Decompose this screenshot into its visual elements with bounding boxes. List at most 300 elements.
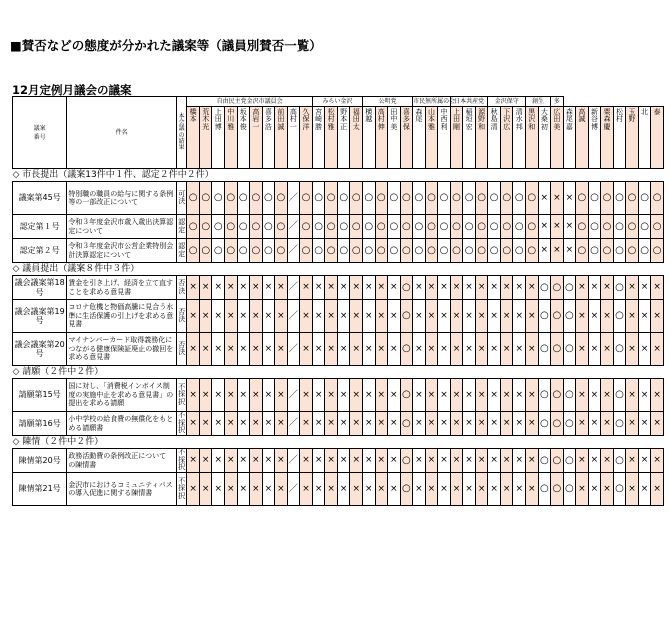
- vote-cell: ×: [513, 276, 526, 300]
- vote-cell: ○: [613, 300, 626, 333]
- vote-cell: ○: [225, 182, 238, 215]
- case-name: コロナ危機と物価高騰に見合う水準に生活保護の引上げを求める意見書: [67, 300, 177, 333]
- vote-cell: ×: [463, 473, 476, 506]
- member-name: 泰: [651, 107, 664, 169]
- vote-cell: ×: [651, 412, 664, 436]
- vote-cell: ×: [475, 333, 488, 366]
- member-name: 喜 多 保: [400, 107, 413, 169]
- vote-cell: ×: [651, 333, 664, 366]
- result-cell: 否 決: [176, 276, 186, 300]
- voting-table: [12, 96, 664, 506]
- agenda-row: [13, 239, 664, 263]
- vote-cell: ○: [551, 379, 564, 412]
- vote-cell: ○: [563, 276, 576, 300]
- vote-cell: ×: [601, 333, 614, 366]
- case-number: 陳情第21号: [13, 473, 67, 506]
- vote-cell: ○: [400, 182, 413, 215]
- vote-cell: ○: [563, 473, 576, 506]
- vote-cell: ×: [413, 276, 426, 300]
- vote-cell: ○: [337, 215, 350, 239]
- case-name: 国に対し、「消費税インボイス制度の実施中止を求める意見書」の提出を求める請願: [67, 379, 177, 412]
- vote-cell: ×: [237, 333, 250, 366]
- member-name: 高 岩 一: [250, 107, 263, 169]
- vote-cell: ×: [551, 215, 564, 239]
- vote-cell: ×: [388, 276, 401, 300]
- vote-cell: ○: [588, 182, 601, 215]
- vote-cell: ○: [601, 239, 614, 263]
- vote-cell: ×: [638, 412, 651, 436]
- vote-cell: ×: [488, 449, 501, 473]
- vote-cell: ×: [199, 379, 212, 412]
- case-name: 令和３年度金沢市公営企業特別会計決算認定について: [67, 239, 177, 263]
- vote-cell: ×: [375, 449, 388, 473]
- vote-cell: ×: [199, 276, 212, 300]
- vote-cell: ×: [576, 473, 589, 506]
- vote-cell: ×: [212, 379, 225, 412]
- vote-cell: ×: [538, 182, 551, 215]
- vote-cell: ○: [350, 182, 363, 215]
- case-number: 議会議案第18号: [13, 276, 67, 300]
- vote-cell: ×: [199, 449, 212, 473]
- vote-cell: ×: [187, 276, 200, 300]
- vote-cell: ○: [601, 182, 614, 215]
- vote-cell: ×: [588, 473, 601, 506]
- vote-cell: ○: [588, 215, 601, 239]
- vote-cell: ×: [199, 300, 212, 333]
- vote-cell: ○: [576, 182, 589, 215]
- vote-cell: ×: [325, 379, 338, 412]
- vote-cell: ○: [526, 215, 539, 239]
- vote-cell: ／: [287, 333, 300, 366]
- result-cell: 不 採 択: [178, 448, 186, 472]
- party-header: みらい金沢: [312, 97, 362, 107]
- vote-cell: ○: [237, 182, 250, 215]
- vote-cell: ×: [601, 473, 614, 506]
- vote-cell: ×: [250, 412, 263, 436]
- vote-cell: ×: [262, 300, 275, 333]
- vote-cell: ×: [638, 300, 651, 333]
- vote-cell: ×: [225, 473, 238, 506]
- vote-cell: ○: [199, 182, 212, 215]
- case-name: 令和３年度金沢市歳入歳出決算認定について: [67, 215, 177, 239]
- member-name: 稲 垣 宏: [463, 107, 476, 169]
- vote-cell: ○: [262, 215, 275, 239]
- vote-cell: ×: [337, 276, 350, 300]
- vote-cell: ×: [312, 300, 325, 333]
- vote-cell: ○: [513, 239, 526, 263]
- vote-cell: ×: [212, 276, 225, 300]
- vote-cell: ×: [300, 300, 313, 333]
- party-header: 自由民主党金沢市議員会: [187, 97, 312, 107]
- vote-cell: ×: [513, 379, 526, 412]
- vote-cell: ○: [551, 473, 564, 506]
- vote-cell: ×: [413, 473, 426, 506]
- vote-cell: ×: [275, 473, 288, 506]
- vote-cell: ×: [275, 276, 288, 300]
- section-title: ◇ 請願（２件中２件）: [13, 366, 664, 379]
- member-name: 田 中 美: [388, 107, 401, 169]
- vote-cell: ×: [413, 379, 426, 412]
- vote-cell: ×: [375, 412, 388, 436]
- vote-cell: ○: [463, 215, 476, 239]
- agenda-row: [13, 333, 664, 366]
- vote-cell: ○: [275, 182, 288, 215]
- vote-cell: ○: [538, 379, 551, 412]
- vote-cell: ×: [500, 300, 513, 333]
- vote-cell: ○: [563, 300, 576, 333]
- party-header: 多: [551, 97, 564, 107]
- vote-cell: ×: [438, 276, 451, 300]
- vote-cell: ×: [225, 379, 238, 412]
- vote-cell: ×: [187, 449, 200, 473]
- vote-cell: ×: [199, 333, 212, 366]
- section-row: [13, 263, 664, 276]
- vote-cell: ○: [513, 215, 526, 239]
- result-cell: 可 決: [176, 182, 186, 215]
- vote-cell: ○: [325, 215, 338, 239]
- vote-cell: ○: [563, 412, 576, 436]
- section-title: ◇ 議員提出（議案８件中３件）: [13, 263, 664, 276]
- member-name: 高 村 伸: [375, 107, 388, 169]
- vote-cell: ×: [413, 333, 426, 366]
- member-name: 前 田 誠: [275, 107, 288, 169]
- vote-cell: ×: [388, 473, 401, 506]
- vote-cell: ○: [638, 239, 651, 263]
- vote-cell: ×: [626, 300, 639, 333]
- vote-cell: ○: [500, 215, 513, 239]
- vote-cell: ○: [538, 300, 551, 333]
- vote-cell: ○: [325, 239, 338, 263]
- vote-cell: ×: [463, 300, 476, 333]
- vote-cell: ○: [438, 182, 451, 215]
- vote-cell: ×: [187, 300, 200, 333]
- vote-cell: ×: [638, 333, 651, 366]
- vote-cell: ○: [538, 412, 551, 436]
- vote-cell: ×: [638, 379, 651, 412]
- vote-cell: ○: [551, 276, 564, 300]
- vote-cell: ○: [438, 239, 451, 263]
- vote-cell: ×: [475, 300, 488, 333]
- vote-cell: ×: [300, 333, 313, 366]
- vote-cell: ×: [325, 333, 338, 366]
- vote-cell: ×: [601, 276, 614, 300]
- result-cell: 否 決: [176, 333, 186, 366]
- vote-cell: ×: [375, 276, 388, 300]
- vote-cell: ×: [588, 379, 601, 412]
- section-heading: 12月定例月議会の議案: [12, 83, 132, 97]
- vote-cell: ／: [287, 276, 300, 300]
- vote-cell: ×: [526, 333, 539, 366]
- vote-cell: ○: [262, 182, 275, 215]
- vote-cell: ×: [626, 449, 639, 473]
- vote-cell: ×: [325, 449, 338, 473]
- vote-cell: ○: [337, 239, 350, 263]
- case-name: 小中学校の給食費の無償化をもとめる請願書: [67, 412, 177, 436]
- vote-cell: ×: [500, 333, 513, 366]
- vote-cell: ×: [325, 473, 338, 506]
- member-name: 清 水 邦: [513, 107, 526, 169]
- page-title: ■賛否などの態度が分かれた議案等（議員別賛否一覧）: [10, 38, 322, 53]
- vote-cell: ○: [237, 239, 250, 263]
- vote-cell: ×: [413, 449, 426, 473]
- vote-cell: ×: [638, 276, 651, 300]
- vote-cell: ○: [187, 182, 200, 215]
- vote-cell: ×: [312, 333, 325, 366]
- vote-cell: ○: [613, 333, 626, 366]
- vote-cell: ×: [300, 276, 313, 300]
- vote-cell: ○: [601, 215, 614, 239]
- vote-cell: ○: [275, 215, 288, 239]
- vote-cell: ○: [563, 333, 576, 366]
- vote-cell: ×: [626, 473, 639, 506]
- vote-cell: ○: [212, 182, 225, 215]
- vote-cell: ×: [588, 276, 601, 300]
- vote-cell: ×: [325, 300, 338, 333]
- vote-cell: ○: [526, 239, 539, 263]
- vote-cell: ○: [250, 215, 263, 239]
- vote-cell: ×: [588, 412, 601, 436]
- result-cell: 不 採 択: [178, 411, 186, 435]
- result-cell: 不 採 択: [176, 473, 186, 506]
- vote-cell: ×: [337, 449, 350, 473]
- vote-cell: ×: [363, 333, 376, 366]
- member-name: 高 誠: [576, 107, 589, 169]
- vote-cell: ×: [563, 215, 576, 239]
- vote-cell: ○: [425, 182, 438, 215]
- case-number: 認定第１号: [13, 215, 67, 239]
- vote-cell: ×: [312, 412, 325, 436]
- vote-cell: ○: [488, 215, 501, 239]
- vote-cell: ×: [350, 449, 363, 473]
- vote-cell: ×: [638, 473, 651, 506]
- vote-cell: ×: [212, 473, 225, 506]
- vote-cell: ×: [300, 412, 313, 436]
- vote-cell: ×: [463, 449, 476, 473]
- agenda-row: [13, 412, 664, 436]
- vote-cell: ×: [450, 449, 463, 473]
- vote-cell: ○: [300, 239, 313, 263]
- vote-cell: ×: [388, 412, 401, 436]
- member-name: 大 桑 初: [538, 107, 551, 169]
- vote-cell: ○: [450, 182, 463, 215]
- member-name: 北: [638, 107, 651, 169]
- member-name: 福 田 太: [350, 107, 363, 169]
- vote-cell: ○: [375, 215, 388, 239]
- case-number: 議案第45号: [13, 182, 67, 215]
- case-name: 特別職の職員の給与に関する条例等の一部改正について: [67, 182, 177, 215]
- vote-cell: ×: [363, 449, 376, 473]
- case-number: 請願第16号: [13, 412, 67, 436]
- vote-cell: ○: [350, 239, 363, 263]
- member-name: 荒 木 光: [199, 107, 212, 169]
- vote-cell: ×: [350, 333, 363, 366]
- section-row: [13, 366, 664, 379]
- vote-cell: ○: [551, 449, 564, 473]
- case-name: 政務活動費の条例改正について の陳情書: [67, 449, 177, 473]
- vote-cell: ×: [363, 473, 376, 506]
- vote-cell: ×: [438, 473, 451, 506]
- member-name: 秋 島 清: [488, 107, 501, 169]
- vote-cell: ○: [250, 182, 263, 215]
- case-number: 議会議案第20号: [13, 333, 67, 366]
- vote-cell: ○: [551, 333, 564, 366]
- vote-cell: ×: [601, 300, 614, 333]
- vote-cell: ○: [262, 239, 275, 263]
- vote-cell: ○: [613, 379, 626, 412]
- vote-cell: ×: [199, 473, 212, 506]
- vote-cell: ／: [287, 412, 300, 436]
- vote-cell: ×: [199, 412, 212, 436]
- vote-cell: ×: [438, 333, 451, 366]
- vote-cell: ○: [400, 333, 413, 366]
- vote-cell: ×: [350, 300, 363, 333]
- vote-cell: ×: [563, 239, 576, 263]
- vote-cell: ○: [450, 239, 463, 263]
- vote-cell: ×: [651, 300, 664, 333]
- vote-cell: ○: [237, 215, 250, 239]
- vote-cell: ／: [287, 449, 300, 473]
- vote-cell: ×: [375, 333, 388, 366]
- vote-cell: ×: [463, 333, 476, 366]
- vote-cell: ×: [475, 276, 488, 300]
- vote-cell: ○: [475, 182, 488, 215]
- vote-cell: ×: [212, 449, 225, 473]
- vote-cell: ×: [225, 300, 238, 333]
- case-name-header: 件名: [67, 97, 177, 169]
- vote-cell: ×: [187, 379, 200, 412]
- case-name: 賃金を引き上げ、経済を立て直すことを求める意見書: [67, 276, 177, 300]
- vote-cell: ×: [237, 449, 250, 473]
- vote-cell: ○: [400, 449, 413, 473]
- agenda-row: [13, 379, 664, 412]
- vote-cell: ○: [438, 215, 451, 239]
- vote-cell: ○: [375, 182, 388, 215]
- member-name: 下 沢 広: [500, 107, 513, 169]
- party-header: 市民無所属の会: [413, 97, 456, 105]
- vote-cell: ×: [588, 300, 601, 333]
- vote-cell: ×: [300, 449, 313, 473]
- vote-cell: ×: [363, 379, 376, 412]
- vote-cell: ×: [425, 449, 438, 473]
- agenda-row: [13, 215, 664, 239]
- vote-cell: ×: [350, 412, 363, 436]
- member-name: 上 田 剛: [450, 107, 463, 169]
- vote-cell: ○: [388, 215, 401, 239]
- vote-cell: ×: [187, 412, 200, 436]
- vote-cell: ×: [300, 473, 313, 506]
- vote-cell: ○: [500, 239, 513, 263]
- vote-cell: ／: [287, 379, 300, 412]
- vote-cell: ○: [613, 473, 626, 506]
- vote-cell: ×: [450, 276, 463, 300]
- vote-cell: ×: [250, 449, 263, 473]
- vote-cell: ×: [425, 473, 438, 506]
- vote-cell: ○: [413, 182, 426, 215]
- vote-cell: ×: [626, 333, 639, 366]
- vote-cell: ×: [551, 182, 564, 215]
- party-header-row: [13, 97, 664, 107]
- vote-cell: ○: [450, 215, 463, 239]
- vote-cell: ×: [237, 300, 250, 333]
- vote-cell: ×: [526, 449, 539, 473]
- vote-cell: ×: [212, 412, 225, 436]
- vote-cell: ×: [388, 333, 401, 366]
- agenda-row: [13, 276, 664, 300]
- vote-cell: ○: [526, 182, 539, 215]
- vote-cell: ×: [626, 379, 639, 412]
- vote-cell: ○: [225, 239, 238, 263]
- vote-cell: ○: [199, 239, 212, 263]
- vote-cell: ×: [275, 449, 288, 473]
- vote-cell: ×: [488, 276, 501, 300]
- vote-cell: ×: [237, 473, 250, 506]
- vote-cell: ×: [425, 300, 438, 333]
- vote-cell: ○: [538, 473, 551, 506]
- vote-cell: ×: [488, 333, 501, 366]
- vote-cell: ○: [363, 215, 376, 239]
- member-name: 高 村 一: [287, 107, 300, 169]
- vote-cell: ×: [312, 379, 325, 412]
- vote-cell: ○: [400, 215, 413, 239]
- vote-cell: ×: [425, 379, 438, 412]
- vote-cell: ×: [388, 449, 401, 473]
- vote-cell: ○: [563, 449, 576, 473]
- vote-cell: ×: [187, 473, 200, 506]
- vote-cell: ／: [287, 473, 300, 506]
- member-name: 野 本 正: [337, 107, 350, 169]
- vote-cell: ×: [651, 379, 664, 412]
- vote-cell: ○: [463, 182, 476, 215]
- vote-cell: ○: [475, 215, 488, 239]
- member-name: 黒 沢 和: [526, 107, 539, 169]
- vote-cell: ×: [626, 412, 639, 436]
- vote-cell: ×: [450, 300, 463, 333]
- vote-cell: ×: [225, 276, 238, 300]
- vote-cell: ○: [613, 215, 626, 239]
- vote-cell: ×: [225, 449, 238, 473]
- member-name: 久 保 洋: [300, 107, 313, 169]
- vote-cell: ×: [425, 276, 438, 300]
- vote-cell: ×: [513, 333, 526, 366]
- vote-cell: ○: [312, 215, 325, 239]
- vote-cell: ×: [450, 333, 463, 366]
- vote-cell: ○: [225, 215, 238, 239]
- member-name: 森 尾 嘉: [563, 107, 576, 169]
- vote-cell: ○: [638, 182, 651, 215]
- case-number: 請願第15号: [13, 379, 67, 412]
- vote-cell: ×: [275, 333, 288, 366]
- vote-cell: ○: [613, 276, 626, 300]
- vote-cell: ×: [538, 215, 551, 239]
- vote-cell: ×: [250, 300, 263, 333]
- vote-cell: ×: [237, 379, 250, 412]
- vote-cell: ○: [651, 239, 664, 263]
- vote-cell: ×: [450, 412, 463, 436]
- vote-cell: ×: [488, 379, 501, 412]
- vote-cell: ×: [475, 412, 488, 436]
- vote-cell: ×: [275, 379, 288, 412]
- vote-cell: ×: [588, 333, 601, 366]
- vote-cell: ○: [551, 300, 564, 333]
- vote-cell: ×: [500, 412, 513, 436]
- vote-cell: ×: [513, 449, 526, 473]
- member-name: 玉 野: [626, 107, 639, 169]
- vote-cell: ×: [576, 276, 589, 300]
- member-name: 坂 本 俊: [237, 107, 250, 169]
- vote-cell: ×: [225, 333, 238, 366]
- vote-cell: ×: [312, 473, 325, 506]
- party-header: 創生: [526, 97, 551, 107]
